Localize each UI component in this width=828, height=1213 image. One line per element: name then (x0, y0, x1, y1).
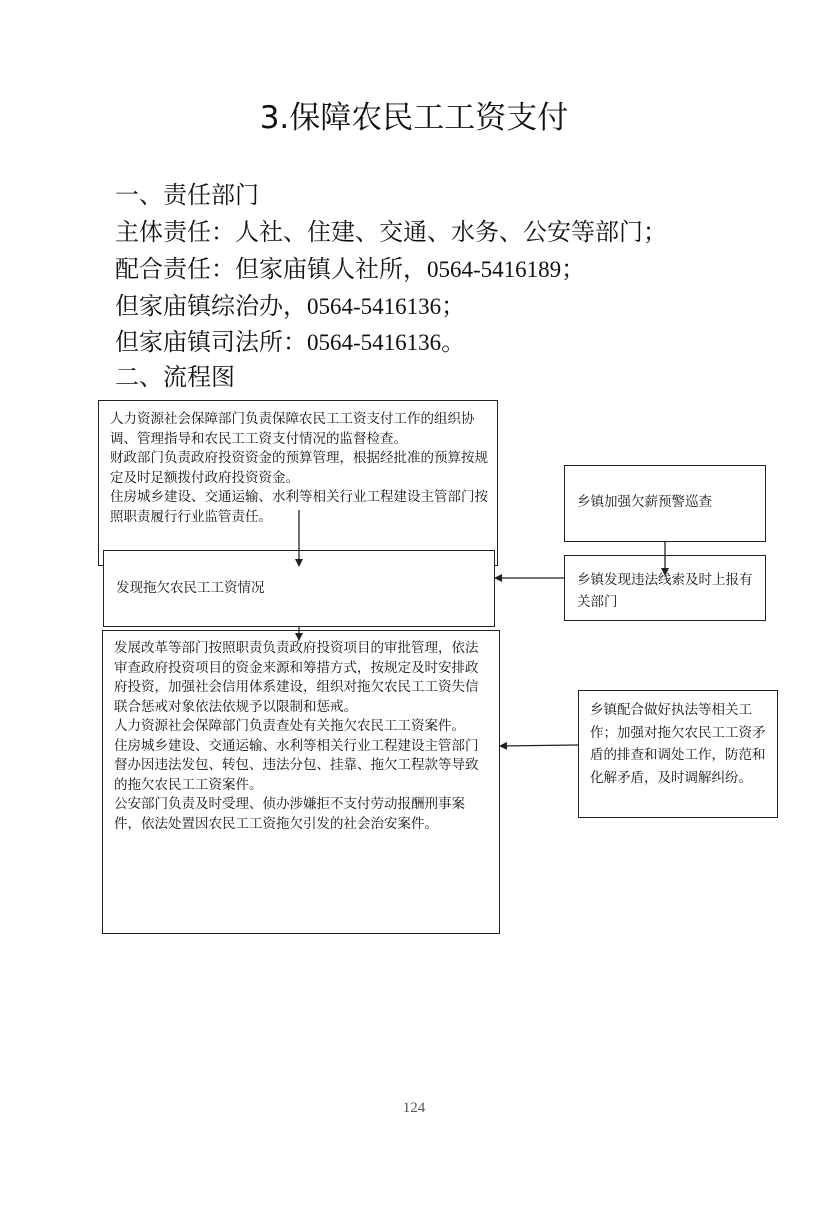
duty-construction-cases: 住房城乡建设、交通运输、水利等相关行业工程建设主管部门督办因违法发包、转包、违法分包、挂靠、拖欠工程款等导致的拖欠农民工工资案件。 (114, 737, 479, 793)
cooperating-dept-text: 但家庙镇人社所， (235, 255, 427, 283)
cooperating-dept-end: ； (561, 255, 586, 283)
main-responsibility-text: 人社、住建、交通、水务、公安等部门； (235, 218, 667, 246)
town-cooperate-mediate-text: 乡镇配合做好执法等相关工作；加强对拖欠农民工工资矛盾的排查和调处工作，防范和化解矛盾，及时调解纠纷。 (590, 702, 766, 786)
duty-construction: 住房城乡建设、交通运输、水利等相关行业工程建设主管部门按照职责履行行业监管责任。 (110, 489, 488, 525)
duty-finance: 财政部门负责政府投资资金的预算管理，根据经批准的预算按规定及时足额拨付政府投资资金。 (110, 450, 488, 486)
main-responsibility-label: 主体责任： (115, 218, 235, 246)
discover-arrears-text: 发现拖欠农民工工资情况 (116, 580, 265, 596)
duty-hrss-cases: 人力资源社会保障部门负责查处有关拖欠农民工工资案件。 (114, 718, 465, 734)
cooperating-responsibility-label: 配合责任： (115, 255, 235, 283)
judicial-office-phone: 0564-5416136 (307, 330, 442, 355)
section-heading-responsible-depts: 一、责任部门 (115, 181, 259, 209)
zongzhi-office-phone: 0564-5416136 (307, 294, 442, 319)
judicial-office-text: 但家庙镇司法所： (115, 328, 307, 356)
section-heading-flowchart: 二、流程图 (115, 363, 235, 391)
page-title: 3.保障农民工工资支付 (259, 100, 569, 136)
zongzhi-office-text: 但家庙镇综治办， (115, 292, 307, 320)
page-number: 124 (402, 1100, 426, 1116)
duty-police: 公安部门负责及时受理、侦办涉嫌拒不支付劳动报酬刑事案件，依法处置因农民工工资拖欠引发的社会治安案件。 (114, 796, 465, 832)
judicial-office-end: 。 (441, 328, 466, 356)
town-report-clues-text: 乡镇发现违法线索及时上报有关部门 (577, 572, 753, 610)
cooperating-dept-phone: 0564-5416189 (427, 257, 562, 282)
duty-hrss: 人力资源社会保障部门负责保障农民工工资支付工作的组织协调、管理指导和农民工工资支付情况的监督检查。 (110, 411, 475, 447)
town-warning-patrol-text: 乡镇加强欠薪预警巡查 (577, 494, 712, 510)
zongzhi-office-end: ； (441, 292, 466, 320)
arrow-mediate-to-handling (500, 745, 578, 746)
duty-ndrc: 发展改革等部门按照职责负责政府投资项目的审批管理，依法审查政府投资项目的资金来源和筹措方式，按规定及时安排政府投资，加强社会信用体系建设，组织对拖欠农民工工资失信联合惩戒对象依法依规予以限制和惩戒。 (114, 640, 479, 715)
